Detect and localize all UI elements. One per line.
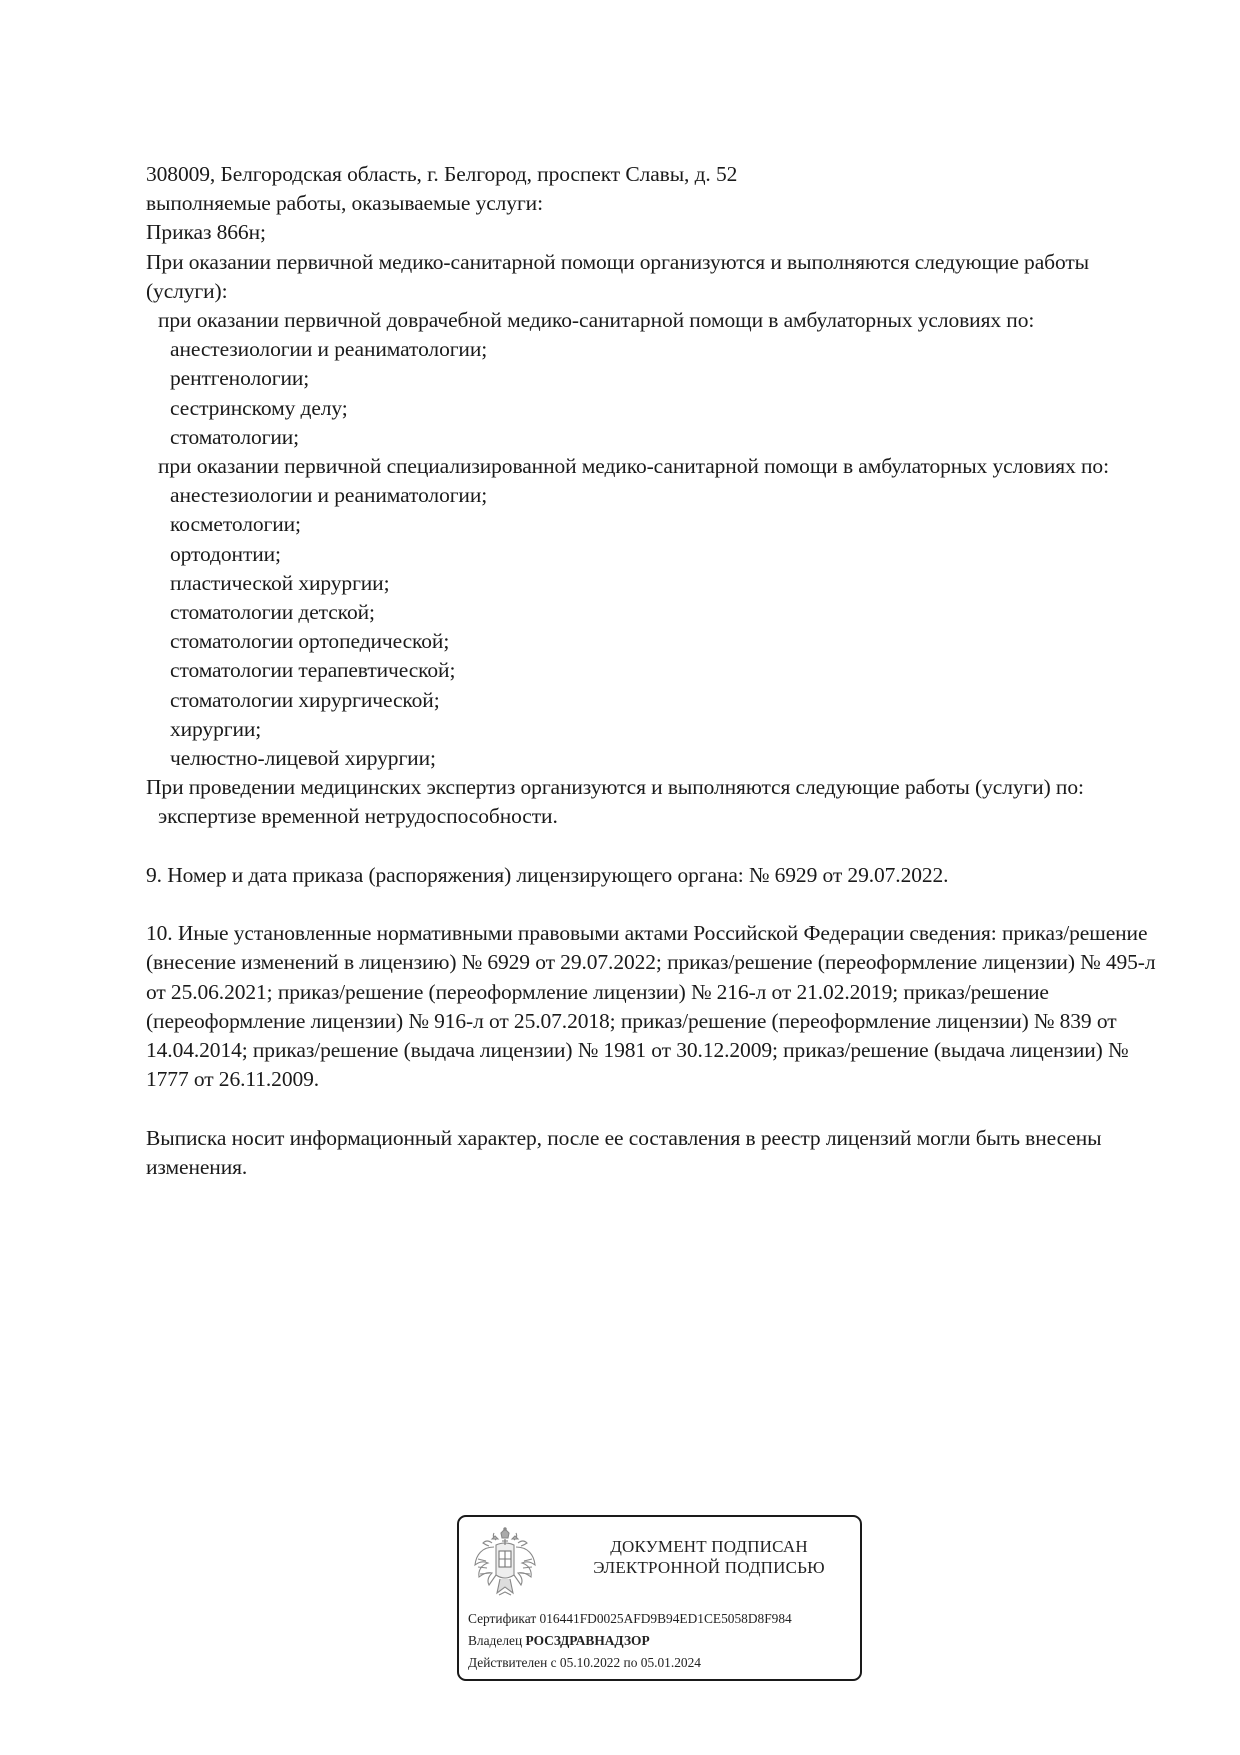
list-item: стоматологии хирургической; bbox=[170, 687, 440, 712]
stamp-title bbox=[559, 1536, 859, 1578]
order-reference: Приказ 866н; bbox=[146, 220, 266, 245]
owner-label: Владелец bbox=[468, 1633, 523, 1648]
list-item: экспертизе временной нетрудоспособности. bbox=[158, 804, 558, 829]
section-9: 9. Номер и дата приказа (распоряжения) лицензирующего органа: № 6929 от 29.07.2022. bbox=[146, 862, 949, 887]
stamp-info bbox=[468, 1608, 792, 1674]
specialized-heading: при оказании первичной специализированной медико-санитарной помощи в амбулаторных условиях по: bbox=[158, 454, 1109, 479]
address-line: 308009, Белгородская область, г. Белгород, проспект Славы, д. 52 bbox=[146, 162, 738, 186]
section-10: 10. Иные установленные нормативными правовыми актами Российской Федерации сведения: приказ/решение (внесение изменений в лицензию) № 6929 от 29.07.2022; приказ/решение (переоформление лицензии) № 495-л от 25.06.2021; приказ/решение (переоформление лицензии) № 216-л от 21.02.2019; приказ/решение (переоформление лицензии) № 916-л от 25.07.2018; приказ/решение (переоформление лицензии) № 839 от 14.04.2014; приказ/решение (выдача лицензии) № 1981 от 30.12.2009; приказ/решение (выдача лицензии) № 1777 от 26.11.2009. bbox=[146, 921, 1156, 1092]
validity-label: Действителен bbox=[468, 1655, 548, 1670]
stamp-title-line2: ЭЛЕКТРОННОЙ ПОДПИСЬЮ bbox=[593, 1558, 825, 1577]
list-item: ортодонтии; bbox=[170, 541, 281, 566]
list-item: стоматологии терапевтической; bbox=[170, 658, 456, 683]
document-body bbox=[146, 160, 1166, 1182]
validity-row bbox=[468, 1652, 792, 1674]
list-item: хирургии; bbox=[170, 716, 262, 741]
list-item: анестезиологии и реаниматологии; bbox=[170, 337, 488, 362]
list-item: косметологии; bbox=[170, 512, 301, 537]
list-item: стоматологии детской; bbox=[170, 600, 375, 625]
coat-of-arms-icon bbox=[472, 1527, 538, 1603]
list-item: рентгенологии; bbox=[170, 366, 310, 391]
spacer bbox=[146, 890, 1166, 919]
specialized-list bbox=[146, 481, 1166, 773]
stamp-title-line1: ДОКУМЕНТ ПОДПИСАН bbox=[610, 1537, 808, 1556]
works-label: выполняемые работы, оказываемые услуги: bbox=[146, 191, 543, 216]
owner-row bbox=[468, 1630, 792, 1652]
certificate-label: Сертификат bbox=[468, 1611, 537, 1626]
electronic-signature-stamp bbox=[457, 1515, 862, 1681]
certificate-row bbox=[468, 1608, 792, 1630]
primary-care-intro: При оказании первичной медико-санитарной помощи организуются и выполняются следующие работы (услуги): bbox=[146, 249, 1089, 303]
owner-value: РОСЗДРАВНАДЗОР bbox=[525, 1633, 650, 1648]
list-item: анестезиологии и реаниматологии; bbox=[170, 483, 488, 508]
list-item: пластической хирургии; bbox=[170, 570, 390, 595]
disclaimer: Выписка носит информационный характер, после ее составления в реестр лицензий могли быть внесены изменения. bbox=[146, 1125, 1102, 1179]
list-item: челюстно-лицевой хирургии; bbox=[170, 746, 436, 771]
spacer bbox=[146, 832, 1166, 861]
prehospital-heading: при оказании первичной доврачебной медико-санитарной помощи в амбулаторных условиях по: bbox=[158, 308, 1035, 333]
validity-value: с 05.10.2022 по 05.01.2024 bbox=[550, 1655, 702, 1670]
expertise-heading: При проведении медицинских экспертиз организуются и выполняются следующие работы (услуги) по: bbox=[146, 775, 1084, 800]
list-item: стоматологии ортопедической; bbox=[170, 629, 450, 654]
list-item: стоматологии; bbox=[170, 424, 300, 449]
certificate-value: 016441FD0025AFD9B94ED1CE5058D8F984 bbox=[539, 1611, 792, 1626]
prehospital-list bbox=[146, 335, 1166, 452]
spacer bbox=[146, 1094, 1166, 1123]
list-item: сестринскому делу; bbox=[170, 395, 348, 420]
